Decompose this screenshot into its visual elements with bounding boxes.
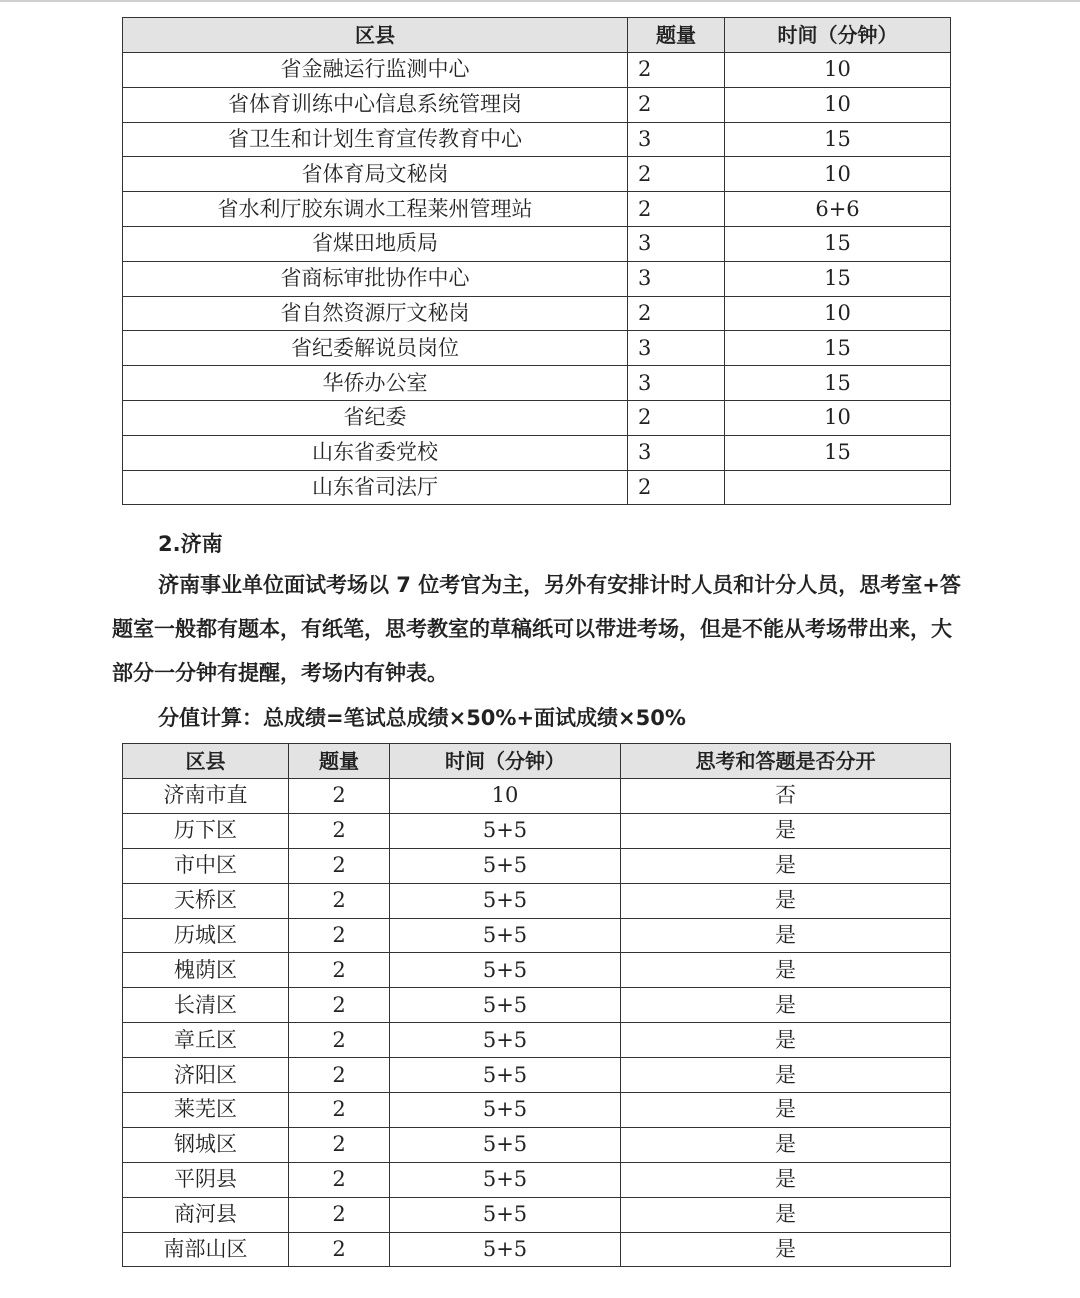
table-cell: 5+5 <box>390 918 621 953</box>
table-cell: 2 <box>628 470 725 505</box>
table-cell: 山东省委党校 <box>123 435 628 470</box>
table-cell: 15 <box>725 122 951 157</box>
table-row <box>123 1197 951 1232</box>
table-cell: 钢城区 <box>123 1127 289 1162</box>
table-cell: 5+5 <box>390 953 621 988</box>
table-cell: 5+5 <box>390 1162 621 1197</box>
table-cell: 2 <box>289 1093 390 1128</box>
table-row <box>123 226 951 261</box>
table-row <box>123 87 951 122</box>
table-cell: 济南市直 <box>123 779 289 814</box>
table-cell: 省纪委 <box>123 400 628 435</box>
table-cell: 2 <box>289 988 390 1023</box>
table-body <box>123 779 951 1267</box>
header-separated: 思考和答题是否分开 <box>621 744 951 779</box>
table-cell: 槐荫区 <box>123 953 289 988</box>
table-cell: 5+5 <box>390 1232 621 1267</box>
table-cell: 是 <box>621 1058 951 1093</box>
table-row <box>123 261 951 296</box>
table-cell: 山东省司法厅 <box>123 470 628 505</box>
table-cell: 3 <box>628 331 725 366</box>
section-heading: 2.济南 <box>158 532 223 556</box>
table-cell: 15 <box>725 226 951 261</box>
table-body <box>123 53 951 505</box>
header-time: 时间（分钟） <box>725 18 951 53</box>
table-cell: 莱芜区 <box>123 1093 289 1128</box>
table-cell: 是 <box>621 883 951 918</box>
table-cell: 2 <box>289 813 390 848</box>
table-cell: 10 <box>725 87 951 122</box>
table-cell: 10 <box>725 296 951 331</box>
table-cell: 2 <box>628 192 725 227</box>
table-cell: 商河县 <box>123 1197 289 1232</box>
table-row <box>123 400 951 435</box>
table-row <box>123 883 951 918</box>
table-cell: 2 <box>628 296 725 331</box>
table-jinan-districts <box>122 743 951 1267</box>
table-cell: 是 <box>621 1023 951 1058</box>
table-row <box>123 1232 951 1267</box>
table-cell: 省体育局文秘岗 <box>123 157 628 192</box>
table-cell: 天桥区 <box>123 883 289 918</box>
table-cell: 平阴县 <box>123 1162 289 1197</box>
table-row <box>123 1093 951 1128</box>
header-question-count: 题量 <box>289 744 390 779</box>
table-row <box>123 435 951 470</box>
table-cell: 长清区 <box>123 988 289 1023</box>
table-cell: 2 <box>289 883 390 918</box>
table-cell: 5+5 <box>390 1023 621 1058</box>
table-cell: 2 <box>289 1127 390 1162</box>
table-cell: 5+5 <box>390 1197 621 1232</box>
table-cell: 是 <box>621 848 951 883</box>
table-cell: 2 <box>289 918 390 953</box>
table-row <box>123 988 951 1023</box>
table-cell: 省纪委解说员岗位 <box>123 331 628 366</box>
table-cell: 是 <box>621 1127 951 1162</box>
table-cell: 2 <box>628 87 725 122</box>
table-cell: 10 <box>725 53 951 88</box>
table-cell: 5+5 <box>390 813 621 848</box>
table-cell: 是 <box>621 918 951 953</box>
table-cell: 2 <box>289 848 390 883</box>
table-header-row <box>123 18 951 53</box>
table-cell: 3 <box>628 366 725 401</box>
table-cell: 5+5 <box>390 883 621 918</box>
table-cell: 15 <box>725 331 951 366</box>
table-cell: 章丘区 <box>123 1023 289 1058</box>
table-cell: 省水利厅胶东调水工程莱州管理站 <box>123 192 628 227</box>
table-row <box>123 813 951 848</box>
table-cell: 2 <box>289 1232 390 1267</box>
table-row <box>123 296 951 331</box>
table-row <box>123 192 951 227</box>
table-cell: 10 <box>725 400 951 435</box>
table-row <box>123 779 951 814</box>
table-cell: 省商标审批协作中心 <box>123 261 628 296</box>
table-cell: 是 <box>621 953 951 988</box>
table-cell: 2 <box>289 1162 390 1197</box>
table-cell: 济阳区 <box>123 1058 289 1093</box>
top-divider <box>0 0 1080 2</box>
table-cell: 是 <box>621 1232 951 1267</box>
table-cell: 是 <box>621 813 951 848</box>
table-row <box>123 1058 951 1093</box>
table-cell: 省卫生和计划生育宣传教育中心 <box>123 122 628 157</box>
table-cell: 3 <box>628 435 725 470</box>
table-cell: 2 <box>289 779 390 814</box>
table-cell: 历下区 <box>123 813 289 848</box>
table-row <box>123 953 951 988</box>
table-cell: 是 <box>621 1093 951 1128</box>
table-cell: 2 <box>289 1197 390 1232</box>
table-row <box>123 53 951 88</box>
header-time: 时间（分钟） <box>390 744 621 779</box>
table-cell: 历城区 <box>123 918 289 953</box>
table-cell: 3 <box>628 122 725 157</box>
table-row <box>123 848 951 883</box>
table-cell: 否 <box>621 779 951 814</box>
table-cell: 是 <box>621 988 951 1023</box>
table-row <box>123 918 951 953</box>
table-cell: 2 <box>628 157 725 192</box>
table-cell: 3 <box>628 226 725 261</box>
table-cell: 省煤田地质局 <box>123 226 628 261</box>
table-cell: 6+6 <box>725 192 951 227</box>
section-paragraph: 济南事业单位面试考场以 7 位考官为主，另外有安排计时人员和计分人员，思考室+答题室一般都有题本，有纸笔，思考教室的草稿纸可以带进考场，但是不能从考场带出来，大部分一分钟有提醒，考场内有钟表。 <box>112 573 961 685</box>
table-cell: 15 <box>725 435 951 470</box>
table-cell: 省自然资源厅文秘岗 <box>123 296 628 331</box>
table-row <box>123 1023 951 1058</box>
table-row <box>123 157 951 192</box>
table-row <box>123 1162 951 1197</box>
table-row <box>123 331 951 366</box>
table-cell: 是 <box>621 1162 951 1197</box>
table-cell: 2 <box>628 53 725 88</box>
table-cell: 南部山区 <box>123 1232 289 1267</box>
header-district: 区县 <box>123 18 628 53</box>
table-cell: 5+5 <box>390 848 621 883</box>
table-cell <box>725 470 951 505</box>
table-cell: 5+5 <box>390 1127 621 1162</box>
table-row <box>123 470 951 505</box>
table-cell: 5+5 <box>390 1058 621 1093</box>
table-cell: 2 <box>289 953 390 988</box>
table-cell: 省金融运行监测中心 <box>123 53 628 88</box>
table-cell: 10 <box>390 779 621 814</box>
table-cell: 是 <box>621 1197 951 1232</box>
table-cell: 3 <box>628 261 725 296</box>
table-cell: 华侨办公室 <box>123 366 628 401</box>
table-cell: 15 <box>725 261 951 296</box>
score-formula: 分值计算：总成绩=笔试总成绩×50%+面试成绩×50% <box>158 706 686 730</box>
table-cell: 10 <box>725 157 951 192</box>
table-cell: 2 <box>289 1023 390 1058</box>
table-cell: 15 <box>725 366 951 401</box>
table-row <box>123 122 951 157</box>
header-district: 区县 <box>123 744 289 779</box>
table-cell: 2 <box>289 1058 390 1093</box>
table-cell: 5+5 <box>390 1093 621 1128</box>
table-cell: 2 <box>628 400 725 435</box>
table-header-row <box>123 744 951 779</box>
table-row <box>123 1127 951 1162</box>
header-question-count: 题量 <box>628 18 725 53</box>
table-provincial-units <box>122 17 951 505</box>
table-row <box>123 366 951 401</box>
table-cell: 5+5 <box>390 988 621 1023</box>
table-cell: 市中区 <box>123 848 289 883</box>
table-cell: 省体育训练中心信息系统管理岗 <box>123 87 628 122</box>
